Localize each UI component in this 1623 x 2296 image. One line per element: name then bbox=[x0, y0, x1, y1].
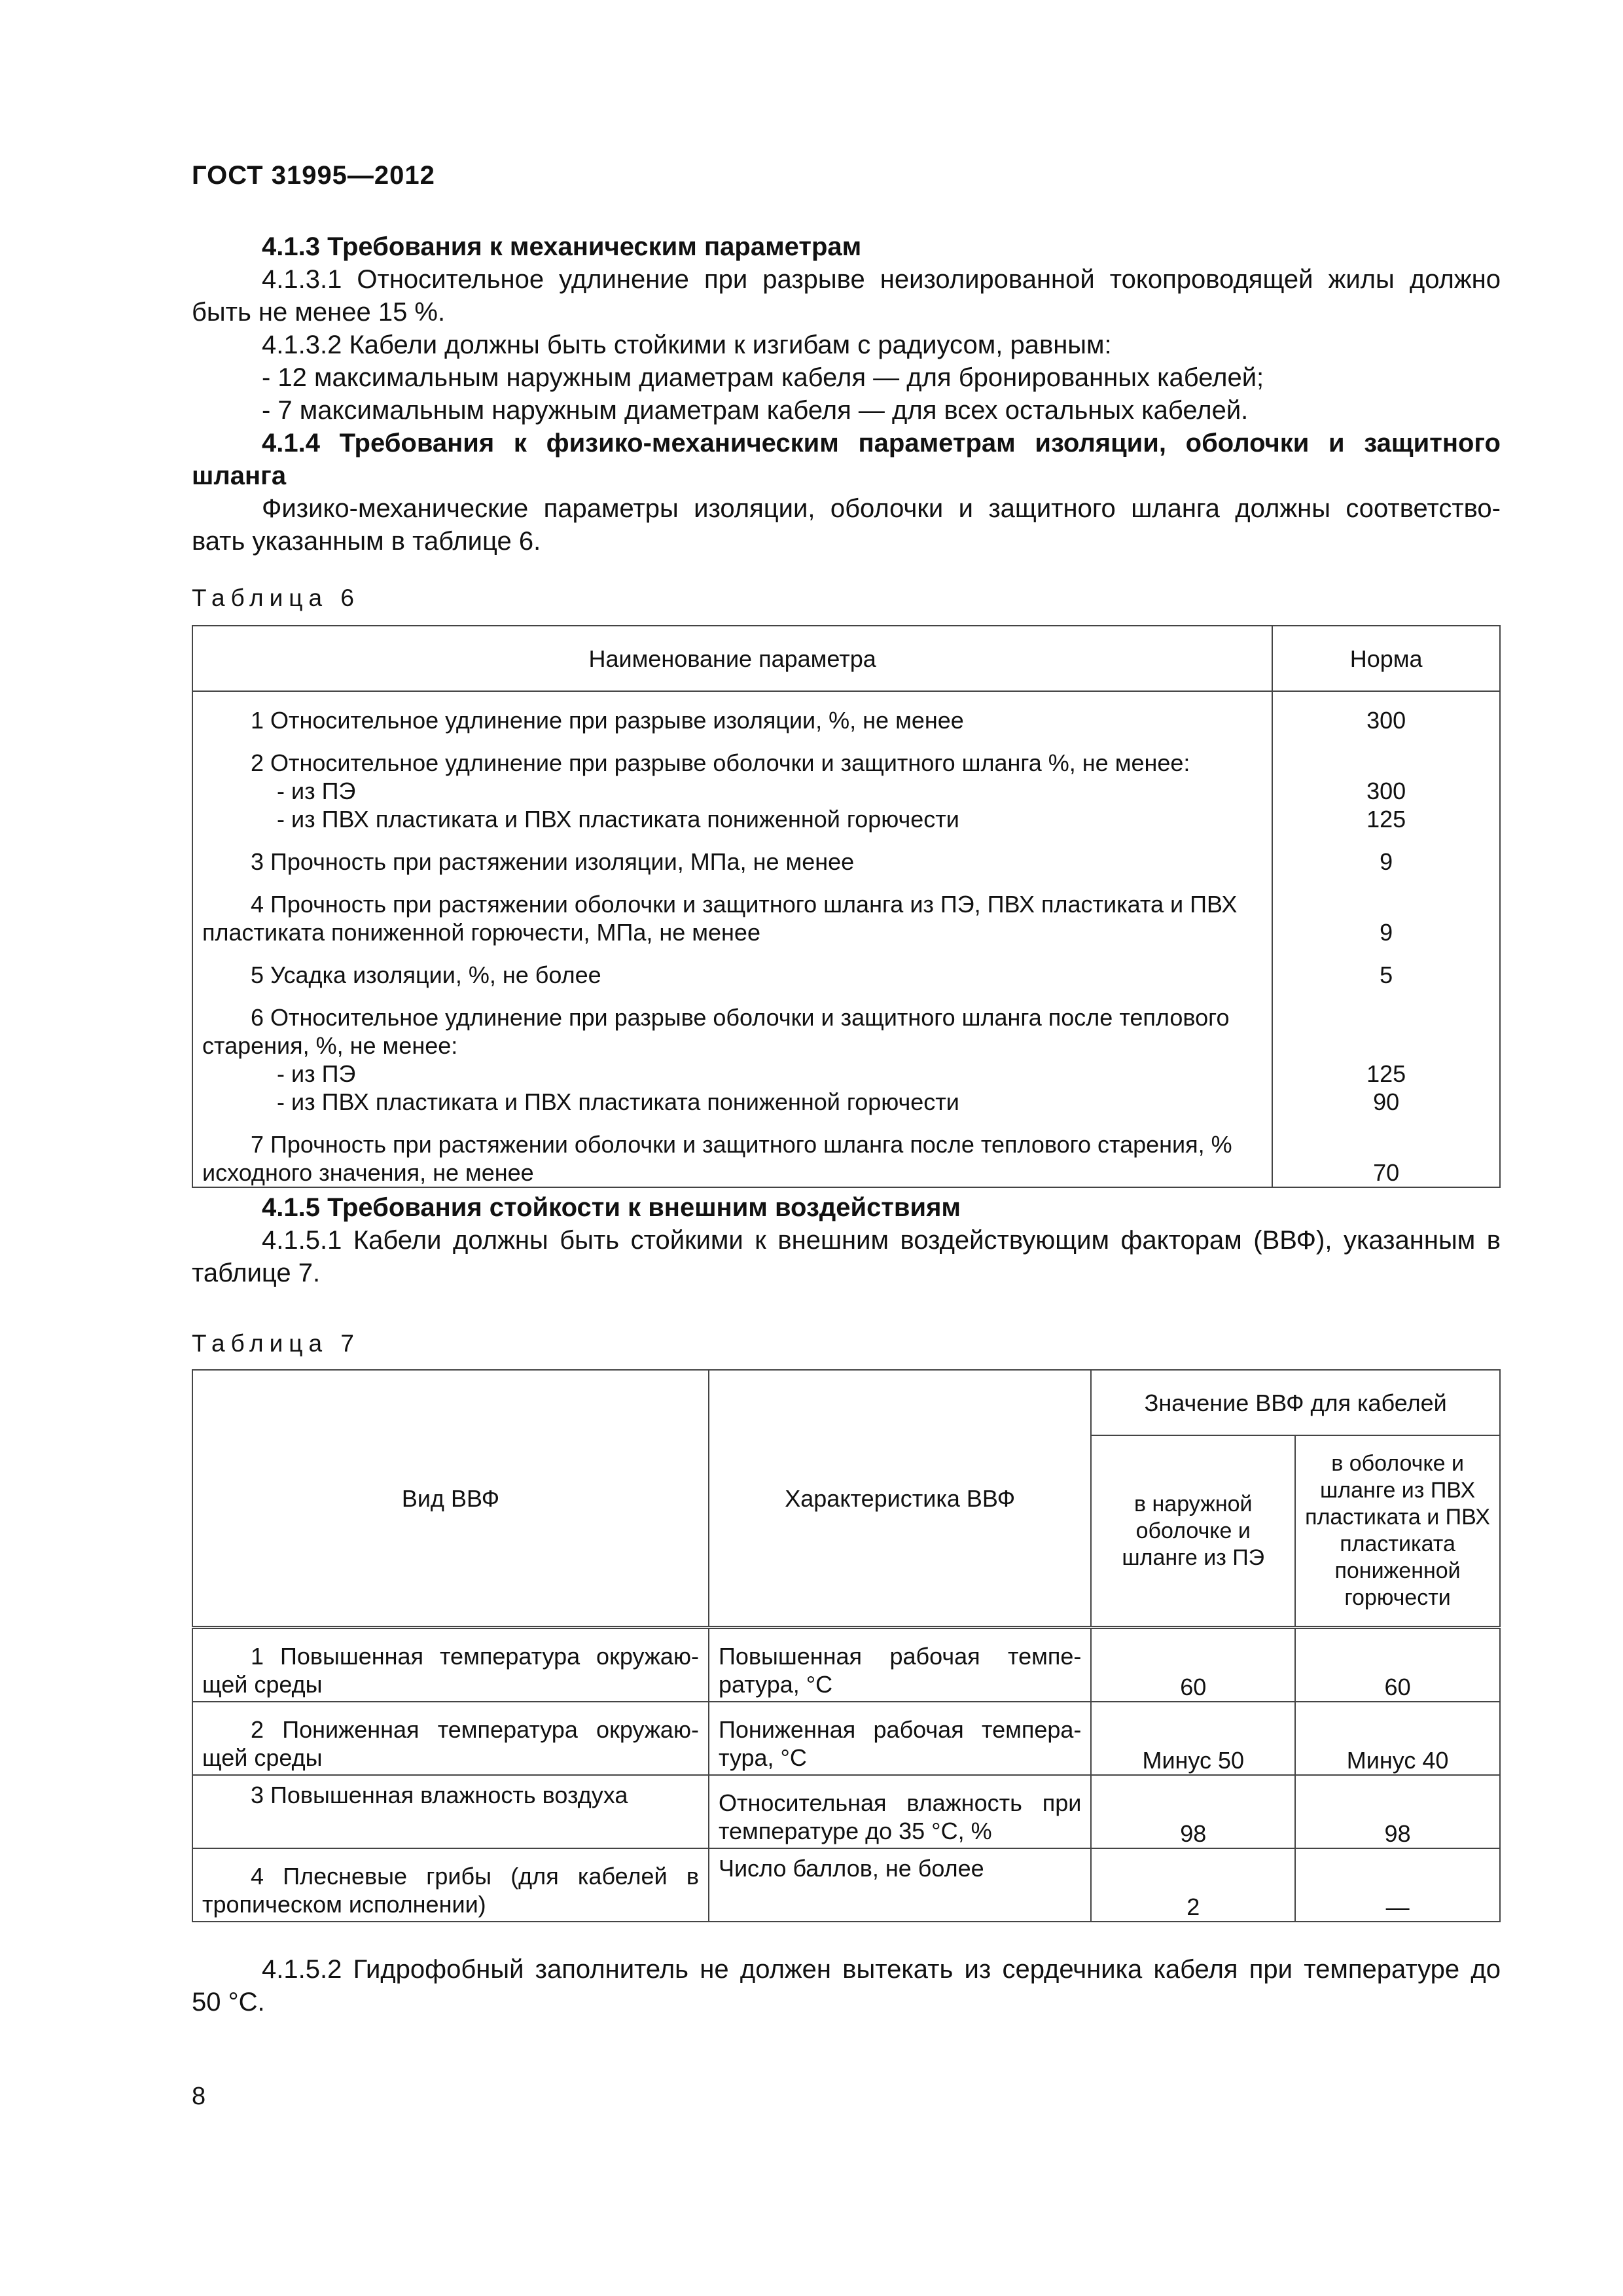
section-heading: 4.1.5 Требования стойкости к внешним воздействиям bbox=[262, 1193, 961, 1222]
section-heading: 4.1.3 Требования к механическим параметрам bbox=[262, 232, 862, 261]
list-item: - 7 максимальным наружным диаметрам кабеля — для всех остальных кабелей. bbox=[262, 396, 1249, 425]
list-item: - 12 максимальным наружным диаметрам кабеля — для бронированных кабелей; bbox=[262, 363, 1264, 392]
paragraph-line: 4.1.3.1 Относительное удлинение при разрыве неизолированной токопроводящей жилы должно bbox=[262, 265, 1501, 294]
table-row: 1 Повышенная температура окружаю- щей среды Повышенная рабочая темпе- ратура, °C 60 60 bbox=[192, 1628, 1500, 1702]
section-heading: шланга bbox=[192, 461, 287, 490]
paragraph-line: 50 °C. bbox=[192, 1988, 265, 2017]
table-row: 3 Повышенная влажность воздуха Относительная влажность при температуре до 35 °C, % 98 98 bbox=[192, 1775, 1500, 1848]
column-header: Значение ВВФ для кабелей bbox=[1091, 1370, 1500, 1435]
paragraph-4-1-5-2 bbox=[192, 1953, 1501, 2018]
table-row: 4 Плесневые грибы (для кабелей в тропическом исполнении) Число баллов, не более 2 — bbox=[192, 1848, 1500, 1922]
table-row: 2 Пониженная температура окружаю- щей среды Пониженная рабочая темпера- тура, °C Минус 50 Минус 40 bbox=[192, 1702, 1500, 1775]
paragraph-line: 4.1.5.1 Кабели должны быть стойкими к внешним воздействующим факторам (ВВФ), указанным в bbox=[262, 1226, 1501, 1255]
paragraph-line: вать указанным в таблице 6. bbox=[192, 527, 541, 556]
table-row: 5 Усадка изоляции, %, не более 5 bbox=[192, 961, 1500, 989]
table-row: 1 Относительное удлинение при разрыве изоляции, %, не менее 300 bbox=[192, 706, 1500, 734]
document-id: ГОСТ 31995—2012 bbox=[192, 161, 435, 190]
column-header: Вид ВВФ bbox=[192, 1370, 709, 1628]
column-header: Характеристика ВВФ bbox=[709, 1370, 1091, 1628]
column-header: Наименование параметра bbox=[192, 626, 1272, 691]
table-row: - из ПВХ пластиката и ПВХ пластиката пониженной горючести 125 bbox=[192, 805, 1500, 833]
section-heading: 4.1.4 Требования к физико-механическим параметрам изоляции, оболочки и защитного bbox=[262, 429, 1501, 457]
column-header: Норма bbox=[1272, 626, 1500, 691]
table-row: - из ПЭ 300 bbox=[192, 777, 1500, 805]
paragraph: 4.1.3.2 Кабели должны быть стойкими к изгибам с радиусом, равным: bbox=[262, 331, 1112, 359]
table-row: - из ПЭ 125 bbox=[192, 1060, 1500, 1088]
table-row: 6 Относительное удлинение при разрыве оболочки и защитного шланга после теплового старения, %, не менее: bbox=[192, 1003, 1500, 1060]
table-6-caption: Таблица 6 bbox=[192, 584, 360, 611]
table-7-caption: Таблица 7 bbox=[192, 1330, 360, 1357]
section-4-1-5 bbox=[192, 1191, 1501, 1289]
paragraph-line: быть не менее 15 %. bbox=[192, 298, 446, 327]
paragraph-line: 4.1.5.2 Гидрофобный заполнитель не должен вытекать из сердечника кабеля при температуре до bbox=[262, 1955, 1501, 1984]
paragraph-line: таблице 7. bbox=[192, 1259, 321, 1287]
table-row: 4 Прочность при растяжении оболочки и защитного шланга из ПЭ, ПВХ пластиката и ПВХ пластиката пониженной горючести, МПа, не менее 9 bbox=[192, 890, 1500, 946]
table-6 bbox=[192, 625, 1501, 1188]
column-header: в оболочке и шланге из ПВХ пластиката и ПВХ пластиката пониженной горючести bbox=[1295, 1435, 1500, 1628]
paragraph-line: Физико-механические параметры изоляции, оболочки и защитного шланга должны соответство- bbox=[262, 494, 1501, 523]
section-4-1-3 bbox=[192, 230, 1501, 558]
table-row: 2 Относительное удлинение при разрыве оболочки и защитного шланга %, не менее: bbox=[192, 749, 1500, 777]
page-number: 8 bbox=[192, 2083, 206, 2110]
table-row: 7 Прочность при растяжении оболочки и защитного шланга после теплового старения, % исходного значения, не менее 70 bbox=[192, 1130, 1500, 1187]
table-row: - из ПВХ пластиката и ПВХ пластиката пониженной горючести 90 bbox=[192, 1088, 1500, 1116]
table-row: 3 Прочность при растяжении изоляции, МПа, не менее 9 bbox=[192, 848, 1500, 876]
table-7 bbox=[192, 1369, 1501, 1922]
column-header: в наружной оболочке и шланге из ПЭ bbox=[1091, 1435, 1295, 1628]
